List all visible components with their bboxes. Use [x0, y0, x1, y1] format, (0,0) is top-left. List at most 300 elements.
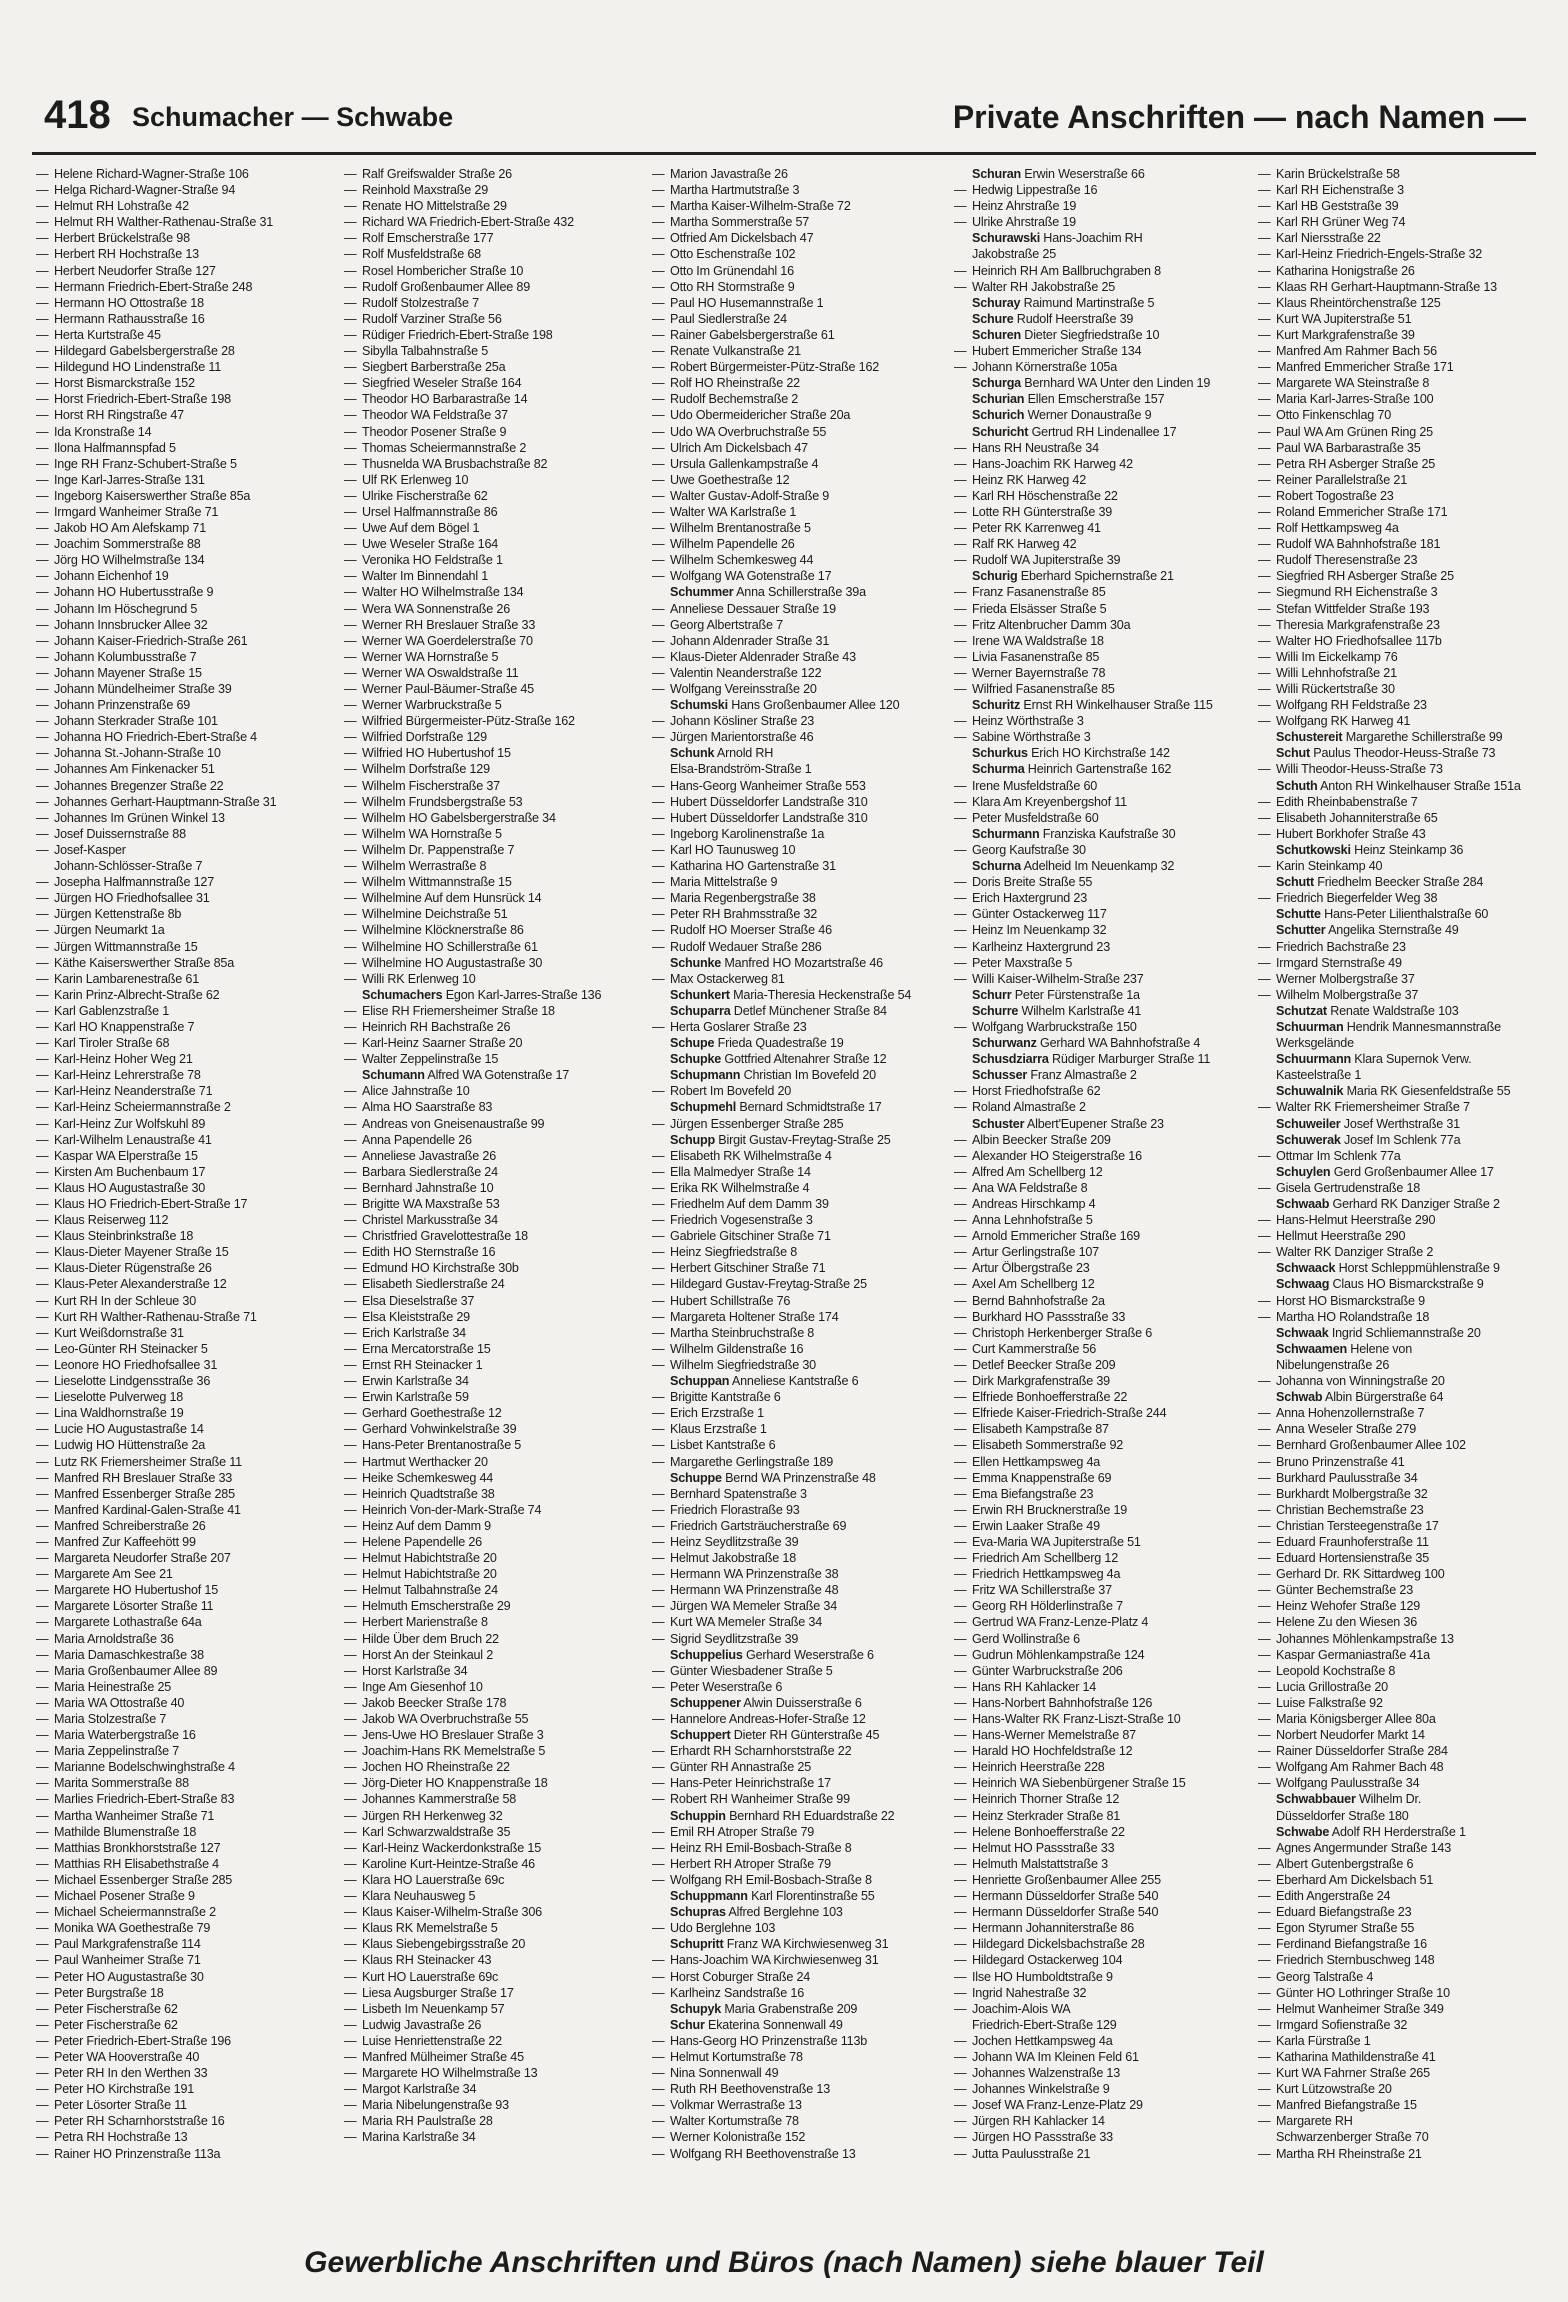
entry-text: Manfred Am Rahmer Bach 56: [1276, 344, 1437, 359]
directory-entry: [36, 2049, 332, 2065]
page-number: 418: [44, 93, 111, 137]
entry-text: Rudolf Varziner Straße 56: [362, 311, 502, 326]
entry-text: Kasteelstraße 1: [1276, 1068, 1362, 1083]
entry-text: Hans-Helmut Heerstraße 290: [1276, 1213, 1436, 1228]
entry-dash: —: [652, 472, 665, 487]
directory-entry: [954, 1904, 1250, 1920]
entry-text: Thusnelda WA Brusbachstraße 82: [362, 456, 548, 471]
directory-entry: [652, 745, 948, 761]
entry-text: Claus HO Bismarckstraße 9: [1329, 1277, 1484, 1292]
entry-dash: —: [1258, 360, 1271, 375]
entry-dash: —: [954, 1148, 967, 1163]
directory-entry: [954, 939, 1250, 955]
directory-entry: [344, 1341, 640, 1357]
entry-text: Helmut HO Passstraße 33: [972, 1840, 1115, 1855]
directory-entry: [344, 182, 640, 198]
entry-text: Friedhelm Auf dem Damm 39: [670, 1197, 829, 1211]
directory-entry: [36, 311, 332, 327]
directory-entry: [344, 1679, 640, 1695]
entry-dash: —: [36, 891, 49, 906]
entry-text: Werner WA Hornstraße 5: [362, 649, 499, 664]
entry-text: Franz Fasanenstraße 85: [972, 585, 1106, 600]
entry-text: Christian Im Bovefeld 20: [740, 1068, 876, 1083]
directory-entry: [652, 939, 948, 955]
entry-dash: —: [1258, 1309, 1271, 1324]
entry-text: Anna Hohenzollernstraße 7: [1276, 1406, 1425, 1421]
entry-dash: —: [1258, 762, 1271, 777]
directory-entry: [652, 1035, 948, 1051]
entry-text: Erwin Karlstraße 34: [362, 1374, 469, 1389]
entry-dash: —: [954, 1084, 967, 1099]
entry-text: Maria Grabenstraße 209: [721, 2001, 858, 2016]
entry-text: Burkhard Paulusstraße 34: [1276, 1470, 1418, 1485]
entry-text: Johanna HO Friedrich-Ebert-Straße 4: [54, 730, 257, 745]
entry-dash: —: [954, 1808, 967, 1823]
surname-heading: Schuylen: [1276, 1164, 1331, 1179]
entry-dash: —: [652, 1985, 665, 2000]
entry-dash: —: [652, 1084, 665, 1099]
directory-entry: [1258, 182, 1536, 198]
directory-entry: [1258, 601, 1536, 617]
entry-text: Heinrich WA Siebenbürgener Straße 15: [972, 1776, 1186, 1791]
directory-entry: [344, 1148, 640, 1164]
entry-text: Heike Schemkesweg 44: [362, 1470, 494, 1485]
entry-dash: —: [344, 1229, 357, 1244]
entry-text: Maria Arnoldstraße 36: [54, 1631, 174, 1646]
directory-entry: [344, 2001, 640, 2017]
entry-text: Maria Waterbergstraße 16: [54, 1728, 196, 1743]
directory-entry: [344, 1019, 640, 1035]
directory-entry: [36, 1631, 332, 1647]
directory-entry: [954, 1647, 1250, 1663]
entry-dash: —: [36, 1068, 49, 1083]
entry-dash: —: [36, 714, 49, 729]
directory-entry: [954, 1276, 1250, 1292]
entry-dash: —: [36, 1406, 49, 1421]
entry-dash: —: [652, 424, 665, 439]
directory-entry: [652, 713, 948, 729]
entry-dash: —: [954, 440, 967, 455]
entry-dash: —: [36, 1486, 49, 1501]
directory-entry: [1258, 745, 1536, 761]
surname-heading: Schunk: [670, 746, 715, 761]
entry-text: Ursula Gallenkampstraße 4: [670, 456, 819, 471]
entry-dash: —: [1258, 1502, 1271, 1517]
directory-entry: [954, 955, 1250, 971]
entry-text: Erwin Weserstraße 66: [1021, 167, 1145, 181]
entry-text: Werner WA Oswaldstraße 11: [362, 665, 519, 680]
entry-text: Karl Niersstraße 22: [1276, 231, 1381, 246]
directory-entry: [652, 2146, 948, 2162]
surname-heading: Schuweiler: [1276, 1116, 1341, 1131]
entry-text: Hans-Walter RK Franz-Liszt-Straße 10: [972, 1712, 1181, 1726]
entry-text: Kurt WA Memeler Straße 34: [670, 1615, 823, 1630]
entry-text: Peter HO Augustastraße 30: [54, 1969, 204, 1984]
directory-entry: [954, 1309, 1250, 1325]
entry-text: Karl-Wilhelm Lenaustraße 41: [54, 1132, 212, 1147]
directory-entry: [1258, 681, 1536, 697]
directory-entry: [954, 343, 1250, 359]
entry-dash: —: [344, 585, 357, 600]
entry-dash: —: [36, 1438, 49, 1453]
entry-text: Wilhelm Brentanostraße 5: [670, 521, 811, 536]
directory-entry: [36, 1067, 332, 1083]
entry-text: Jakob WA Overbruchstraße 55: [362, 1712, 529, 1726]
entry-dash: —: [652, 553, 665, 568]
entry-dash: —: [36, 1293, 49, 1308]
entry-text: Gertrud WA Franz-Lenze-Platz 4: [972, 1615, 1149, 1630]
entry-dash: —: [1258, 1422, 1271, 1437]
entry-dash: —: [36, 344, 49, 359]
entry-text: Johann Aldenrader Straße 31: [670, 633, 830, 648]
entry-text: Karl-Heinz Lehrerstraße 78: [54, 1068, 201, 1083]
entry-dash: —: [344, 698, 357, 713]
entry-dash: —: [954, 1245, 967, 1260]
directory-entry: [954, 601, 1250, 617]
directory-entry: [652, 1743, 948, 1759]
directory-entry: [344, 922, 640, 938]
directory-entry: [954, 729, 1250, 745]
entry-text: Josef Duissernstraße 88: [54, 826, 186, 841]
directory-entry: [652, 456, 948, 472]
surname-heading: Schurich: [972, 408, 1025, 423]
entry-dash: —: [954, 649, 967, 664]
entry-text: Helmut RH Lohstraße 42: [54, 199, 189, 214]
directory-entry: [954, 2129, 1250, 2145]
surname-heading: Schunke: [670, 955, 722, 970]
entry-text: Maria RK Giesenfeldstraße 55: [1343, 1084, 1511, 1099]
entry-dash: —: [344, 553, 357, 568]
directory-entry: [36, 1180, 332, 1196]
entry-text: Dieter Siegfriedstraße 10: [1021, 327, 1160, 342]
surname-heading: Schuray: [972, 295, 1021, 310]
directory-entry: [954, 1614, 1250, 1630]
entry-dash: —: [1258, 971, 1271, 986]
entry-text: Monika WA Goethestraße 79: [54, 1921, 211, 1936]
entry-text: Wolfgang RH Emil-Bosbach-Straße 8: [670, 1872, 872, 1887]
entry-text: Roland Emmericher Straße 171: [1276, 504, 1448, 519]
entry-text: Christian Bechemstraße 23: [1276, 1502, 1424, 1517]
entry-dash: —: [344, 521, 357, 536]
entry-text: Hildegard Gustav-Freytag-Straße 25: [670, 1277, 867, 1292]
directory-entry: [1258, 1647, 1536, 1663]
entry-text: Leonore HO Friedhofsallee 31: [54, 1357, 218, 1372]
directory-entry: [1258, 1534, 1536, 1550]
entry-dash: —: [954, 1422, 967, 1437]
entry-dash: —: [36, 1808, 49, 1823]
entry-text: Manfred Biefangstraße 15: [1276, 2098, 1417, 2113]
directory-entry: [652, 1936, 948, 1952]
directory-entry: [344, 1405, 640, 1421]
directory-entry: [36, 1647, 332, 1663]
directory-entry: [1258, 842, 1536, 858]
entry-text: Gerhard RK Danziger Straße 2: [1329, 1197, 1500, 1211]
surname-heading: Schummer: [670, 585, 734, 600]
directory-entry: [36, 295, 332, 311]
entry-dash: —: [36, 1551, 49, 1566]
entry-dash: —: [36, 1953, 49, 1968]
entry-text: Wilhelmine Klöcknerstraße 86: [362, 923, 524, 938]
directory-entry: [36, 1824, 332, 1840]
directory-entry: [652, 1228, 948, 1244]
directory-entry: [954, 1775, 1250, 1791]
directory-entry: [344, 440, 640, 456]
entry-dash: —: [954, 1695, 967, 1710]
entry-text: Kurt RH Walther-Rathenau-Straße 71: [54, 1309, 257, 1324]
entry-text: Wolfgang Paulusstraße 34: [1276, 1776, 1420, 1791]
entry-text: Alfred Berglehne 103: [725, 1905, 843, 1920]
directory-entry: [1258, 1083, 1536, 1099]
entry-dash: —: [344, 376, 357, 391]
entry-text: Heinz Seydlitzstraße 39: [670, 1534, 799, 1549]
directory-entry: [1258, 874, 1536, 890]
entry-text: Richard WA Friedrich-Ebert-Straße 432: [362, 215, 574, 230]
directory-entry: [1258, 1711, 1536, 1727]
entry-dash: —: [652, 408, 665, 423]
entry-text: Klaus-Dieter Rügenstraße 26: [54, 1261, 212, 1276]
entry-dash: —: [652, 1454, 665, 1469]
directory-entry: [1258, 939, 1536, 955]
entry-dash: —: [36, 1712, 49, 1726]
surname-heading: Schuster: [972, 1116, 1025, 1131]
entry-dash: —: [344, 730, 357, 745]
directory-entry: [344, 2065, 640, 2081]
directory-entry: [954, 649, 1250, 665]
directory-entry: [652, 778, 948, 794]
entry-text: Theresia Markgrafenstraße 23: [1276, 617, 1440, 632]
entry-text: Klaus HO Friedrich-Ebert-Straße 17: [54, 1197, 248, 1211]
entry-text: Herbert RH Hochstraße 13: [54, 247, 199, 262]
entry-text: Walter RK Friemersheimer Straße 7: [1276, 1100, 1470, 1115]
directory-entry: [954, 1598, 1250, 1614]
entry-dash: —: [36, 955, 49, 970]
entry-text: Werner Molbergstraße 37: [1276, 971, 1415, 986]
entry-text: Karl Schwarzwaldstraße 35: [362, 1824, 511, 1839]
directory-entry: [344, 842, 640, 858]
entry-dash: —: [1258, 1647, 1271, 1662]
directory-entry: [652, 424, 948, 440]
entry-text: Johannes Im Grünen Winkel 13: [54, 810, 225, 825]
directory-entry: [344, 295, 640, 311]
directory-entry: [1258, 1325, 1536, 1341]
entry-dash: —: [954, 537, 967, 552]
entry-text: Inge RH Franz-Schubert-Straße 5: [54, 456, 237, 471]
entry-text: Edmund HO Kirchstraße 30b: [362, 1261, 519, 1276]
entry-dash: —: [954, 682, 967, 696]
entry-text: Anneliese Javastraße 26: [362, 1148, 497, 1163]
entry-dash: —: [344, 826, 357, 841]
entry-dash: —: [1258, 521, 1271, 536]
entry-text: Ellen Hettkampsweg 4a: [972, 1454, 1101, 1469]
entry-text: Kurt Weißdornstraße 31: [54, 1325, 184, 1340]
surname-heading: Schusser: [972, 1068, 1028, 1083]
directory-entry: [652, 665, 948, 681]
entry-dash: —: [344, 1116, 357, 1131]
entry-text: Dieter RH Günterstraße 45: [730, 1728, 880, 1743]
directory-entry: [652, 1486, 948, 1502]
entry-text: Rüdiger Marburger Straße 11: [1048, 1052, 1211, 1067]
entry-dash: —: [652, 1551, 665, 1566]
directory-entry: [954, 359, 1250, 375]
entry-text: Birgit Gustav-Freytag-Straße 25: [714, 1132, 891, 1147]
directory-entry: [1258, 568, 1536, 584]
entry-dash: —: [954, 2049, 967, 2064]
entry-text: Burkhardt Molbergstraße 32: [1276, 1486, 1428, 1501]
entry-text: Petra RH Hochstraße 13: [54, 2130, 188, 2145]
entry-text: Manfred Emmericher Straße 171: [1276, 360, 1454, 375]
directory-entry: [954, 424, 1250, 440]
surname-heading: Schupmehl: [670, 1100, 737, 1115]
entry-dash: —: [954, 1325, 967, 1340]
directory-entry: [344, 2129, 640, 2145]
entry-dash: —: [344, 1728, 357, 1743]
directory-entry: [1258, 2001, 1536, 2017]
entry-text: Paul Markgrafenstraße 114: [54, 1937, 201, 1952]
entry-text: Axel Am Schellberg 12: [972, 1277, 1095, 1292]
directory-entry: [1258, 407, 1536, 423]
entry-text: Hans-Werner Memelstraße 87: [972, 1728, 1136, 1743]
entry-dash: —: [1258, 1615, 1271, 1630]
entry-text: Irmgard Wanheimer Straße 71: [54, 504, 219, 519]
entry-dash: —: [36, 1309, 49, 1324]
entry-dash: —: [1258, 553, 1271, 568]
directory-entry: [36, 1276, 332, 1292]
entry-dash: —: [36, 1229, 49, 1244]
directory-entry: [652, 1985, 948, 2001]
entry-text: Margareta Neudorfer Straße 207: [54, 1551, 231, 1566]
directory-entry: [652, 1148, 948, 1164]
entry-text: Christel Markusstraße 34: [362, 1213, 498, 1228]
entry-dash: —: [36, 1728, 49, 1743]
entry-dash: —: [36, 923, 49, 938]
entry-text: Johann WA Im Kleinen Feld 61: [972, 2049, 1139, 2064]
directory-entry: [652, 842, 948, 858]
directory-entry: [344, 697, 640, 713]
entry-dash: —: [36, 1567, 49, 1582]
entry-text: Bernhard Spatenstraße 3: [670, 1486, 807, 1501]
directory-entry: [36, 1116, 332, 1132]
entry-dash: —: [652, 311, 665, 326]
directory-entry: [954, 1566, 1250, 1582]
entry-dash: —: [344, 1599, 357, 1614]
entry-text: Elfriede Kaiser-Friedrich-Straße 244: [972, 1406, 1167, 1421]
directory-entry: [36, 279, 332, 295]
directory-entry: [954, 971, 1250, 987]
entry-dash: —: [652, 2114, 665, 2129]
entry-dash: —: [954, 215, 967, 230]
entry-dash: —: [954, 875, 967, 890]
directory-entry: [1258, 2146, 1536, 2162]
entry-dash: —: [652, 1261, 665, 1276]
entry-text: Leopold Kochstraße 8: [1276, 1663, 1396, 1678]
entry-dash: —: [344, 279, 357, 294]
entry-text: Elsa-Brandström-Straße 1: [670, 762, 812, 777]
surname-heading: Schurwanz: [972, 1036, 1037, 1051]
directory-entry: [652, 906, 948, 922]
directory-entry: [954, 1051, 1250, 1067]
entry-dash: —: [1258, 1985, 1271, 2000]
entry-dash: —: [954, 1374, 967, 1389]
directory-columns: [36, 166, 1536, 2206]
entry-text: Helene Zu den Wiesen 36: [1276, 1615, 1418, 1630]
directory-entry: [344, 1904, 640, 1920]
entry-dash: —: [344, 344, 357, 359]
entry-dash: —: [344, 1905, 357, 1920]
directory-entry: [36, 778, 332, 794]
directory-entry: [36, 761, 332, 777]
surname-heading: Schurian: [972, 392, 1025, 407]
directory-entry: [36, 1051, 332, 1067]
entry-dash: —: [954, 1679, 967, 1694]
directory-entry: [954, 1759, 1250, 1775]
entry-text: Walter HO Wilhelmstraße 134: [362, 585, 524, 600]
directory-entry: [652, 2081, 948, 2097]
directory-entry: [1258, 1196, 1536, 1212]
entry-dash: —: [954, 1551, 967, 1566]
directory-entry: [36, 1920, 332, 1936]
entry-dash: —: [954, 199, 967, 214]
entry-dash: —: [36, 504, 49, 519]
directory-entry: [954, 1840, 1250, 1856]
directory-entry: [954, 858, 1250, 874]
entry-dash: —: [1258, 1744, 1271, 1759]
directory-entry: [1258, 1743, 1536, 1759]
entry-dash: —: [1258, 698, 1271, 713]
entry-dash: —: [954, 1470, 967, 1485]
entry-text: Ellen Emscherstraße 157: [1024, 392, 1165, 407]
entry-dash: —: [954, 1502, 967, 1517]
directory-entry: [1258, 922, 1536, 938]
surname-heading: Schuran: [972, 167, 1021, 181]
entry-dash: —: [344, 1148, 357, 1163]
entry-text: Jürgen HO Passstraße 33: [972, 2130, 1113, 2145]
directory-entry: [652, 391, 948, 407]
entry-dash: —: [344, 2114, 357, 2129]
entry-dash: —: [1258, 859, 1271, 874]
directory-entry: [954, 327, 1250, 343]
directory-entry: [1258, 778, 1536, 794]
entry-text: Ilse HO Humboldtstraße 9: [972, 1969, 1113, 1984]
entry-dash: —: [954, 1486, 967, 1501]
entry-text: Hans-Joachim RK Harweg 42: [972, 456, 1133, 471]
entry-dash: —: [652, 1760, 665, 1775]
directory-entry: [954, 1791, 1250, 1807]
directory-entry: [344, 1920, 640, 1936]
entry-text: Arnold Emmericher Straße 169: [972, 1229, 1140, 1244]
entry-dash: —: [344, 2017, 357, 2032]
directory-entry: [652, 1550, 948, 1566]
entry-text: Luise Henriettenstraße 22: [362, 2033, 502, 2048]
entry-text: Lieselotte Pulverweg 18: [54, 1390, 184, 1405]
entry-text: Jakobstraße 25: [972, 247, 1057, 262]
directory-entry: [652, 1872, 948, 1888]
entry-text: Klaus Reiserweg 112: [54, 1213, 169, 1228]
entry-dash: —: [344, 1164, 357, 1179]
entry-dash: —: [954, 1615, 967, 1630]
entry-dash: —: [36, 1776, 49, 1791]
directory-entry: [344, 536, 640, 552]
directory-entry: [652, 214, 948, 230]
directory-entry: [1258, 1614, 1536, 1630]
entry-text: Klaus-Dieter Aldenrader Straße 43: [670, 649, 856, 664]
entry-dash: —: [652, 794, 665, 809]
entry-text: Lotte RH Günterstraße 39: [972, 504, 1113, 519]
surname-heading: Schumachers: [362, 987, 443, 1002]
entry-text: Anna Schillerstraße 39a: [733, 585, 866, 600]
directory-entry: [344, 1502, 640, 1518]
entry-text: Horst An der Steinkaul 2: [362, 1647, 494, 1662]
entry-dash: —: [652, 1921, 665, 1936]
